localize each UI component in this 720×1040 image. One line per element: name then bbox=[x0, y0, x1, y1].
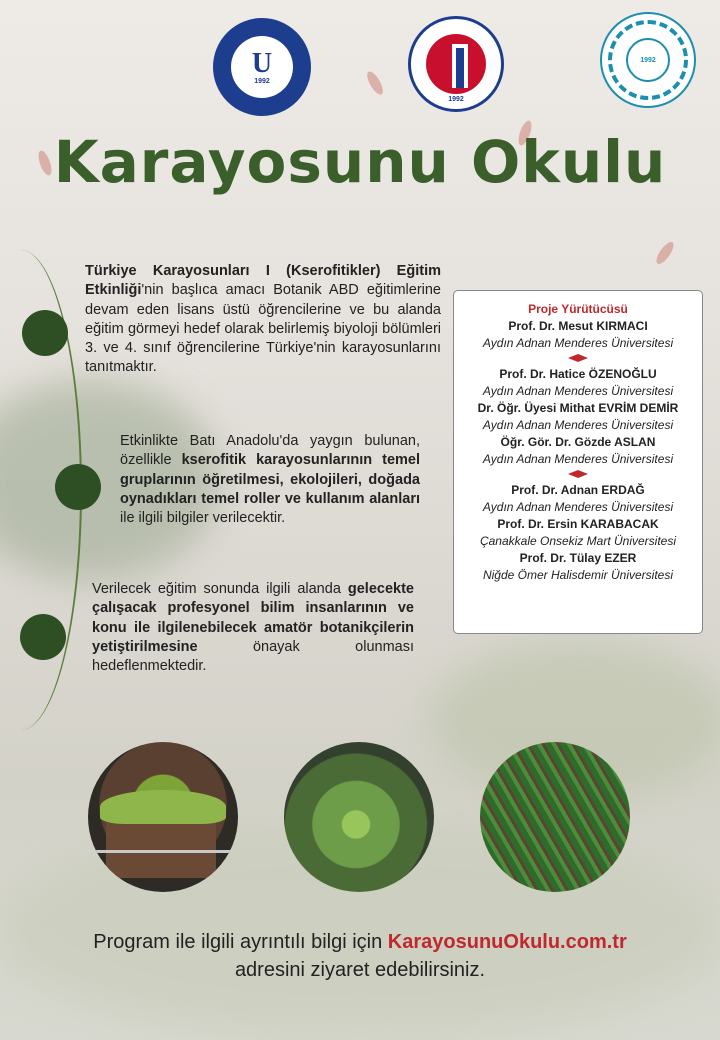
moss-photo-leaves bbox=[480, 742, 630, 892]
member-name: Öğr. Gör. Dr. Gözde ASLAN bbox=[500, 435, 656, 449]
footer-info: Program ile ilgili ayrıntılı bilgi için KarayosunuOkulu.com.tr adresini ziyaret edebilirsiniz. bbox=[93, 931, 627, 981]
member-name: Prof. Dr. Mesut KIRMACI bbox=[508, 319, 648, 333]
member-name: Prof. Dr. Tülay EZER bbox=[519, 551, 637, 565]
bullet-dot bbox=[20, 614, 66, 660]
moss-photo-pot bbox=[88, 742, 238, 892]
member-university: Niğde Ömer Halisdemir Üniversitesi bbox=[482, 568, 674, 582]
member-name: Dr. Öğr. Üyesi Mithat EVRİM DEMİR bbox=[477, 401, 679, 415]
intro-paragraph: Türkiye Karayosunları I (Kserofitikler) Eğitim Etkinliği'nin başlıca amacı Botanik ABD eğitimlerine devam eden lisans üstü öğrencilerine ve bu alanda eğitim görmeyi hedef olarak belirlemiş biyoloji bölümleri 3. ve 4. sınıf öğrencilerine Türkiye'nin karayosunlarını tanıtmaktır. bbox=[85, 263, 441, 376]
member-university: Aydın Adnan Menderes Üniversitesi bbox=[482, 336, 674, 350]
nigde-omer-halisdemir-logo: 1992 bbox=[600, 12, 696, 108]
member-university: Aydın Adnan Menderes Üniversitesi bbox=[482, 452, 674, 466]
member-name: Prof. Dr. Hatice ÖZENOĞLU bbox=[499, 367, 657, 381]
member-university: Çanakkale Onsekiz Mart Üniversitesi bbox=[479, 534, 677, 548]
team-heading: Proje Yürütücüsü bbox=[528, 302, 628, 316]
event-name: Türkiye Karayosunları I (Kserofitikler) Eğitim Etkinliği bbox=[85, 263, 441, 299]
bullet-dot bbox=[55, 464, 101, 510]
goal-paragraph: Verilecek eğitim sonunda ilgili alanda gelecekte çalışacak profesyonel bilim insanlarının ve konu ile ilgilenebilecek amatör botanikçilerin yetiştirilmesine önayak olunması hedeflenmektedir. bbox=[92, 581, 414, 675]
page-title: Karayosunu Okulu bbox=[53, 128, 667, 196]
member-name: Prof. Dr. Adnan ERDAĞ bbox=[511, 483, 645, 497]
moss-capsule bbox=[364, 69, 386, 97]
website-link[interactable]: KarayosunuOkulu.com.tr bbox=[387, 931, 627, 953]
moss-capsule bbox=[653, 239, 676, 266]
aydin-adnan-menderes-logo: U 1992 bbox=[213, 18, 311, 116]
project-team-box bbox=[453, 290, 703, 634]
member-name: Prof. Dr. Ersin KARABACAK bbox=[497, 517, 659, 531]
member-university: Aydın Adnan Menderes Üniversitesi bbox=[482, 418, 674, 432]
member-university: Aydın Adnan Menderes Üniversitesi bbox=[482, 500, 674, 514]
separator-icon bbox=[568, 474, 588, 478]
member-university: Aydın Adnan Menderes Üniversitesi bbox=[482, 384, 674, 398]
bullet-dot bbox=[22, 310, 68, 356]
content-paragraph: Etkinlikte Batı Anadolu'da yaygın bulunan, özellikle kserofitik karayosunlarının temel gruplarının öğretilmesi, ekolojileri, doğada oynadıkları temel roller ve kullanım alanları ile ilgili bilgiler verilecektir. bbox=[120, 433, 421, 527]
moss-photo-closeup bbox=[284, 742, 434, 892]
separator-icon bbox=[568, 358, 588, 362]
canakkale-onsekiz-mart-logo: 1992 bbox=[408, 16, 504, 112]
